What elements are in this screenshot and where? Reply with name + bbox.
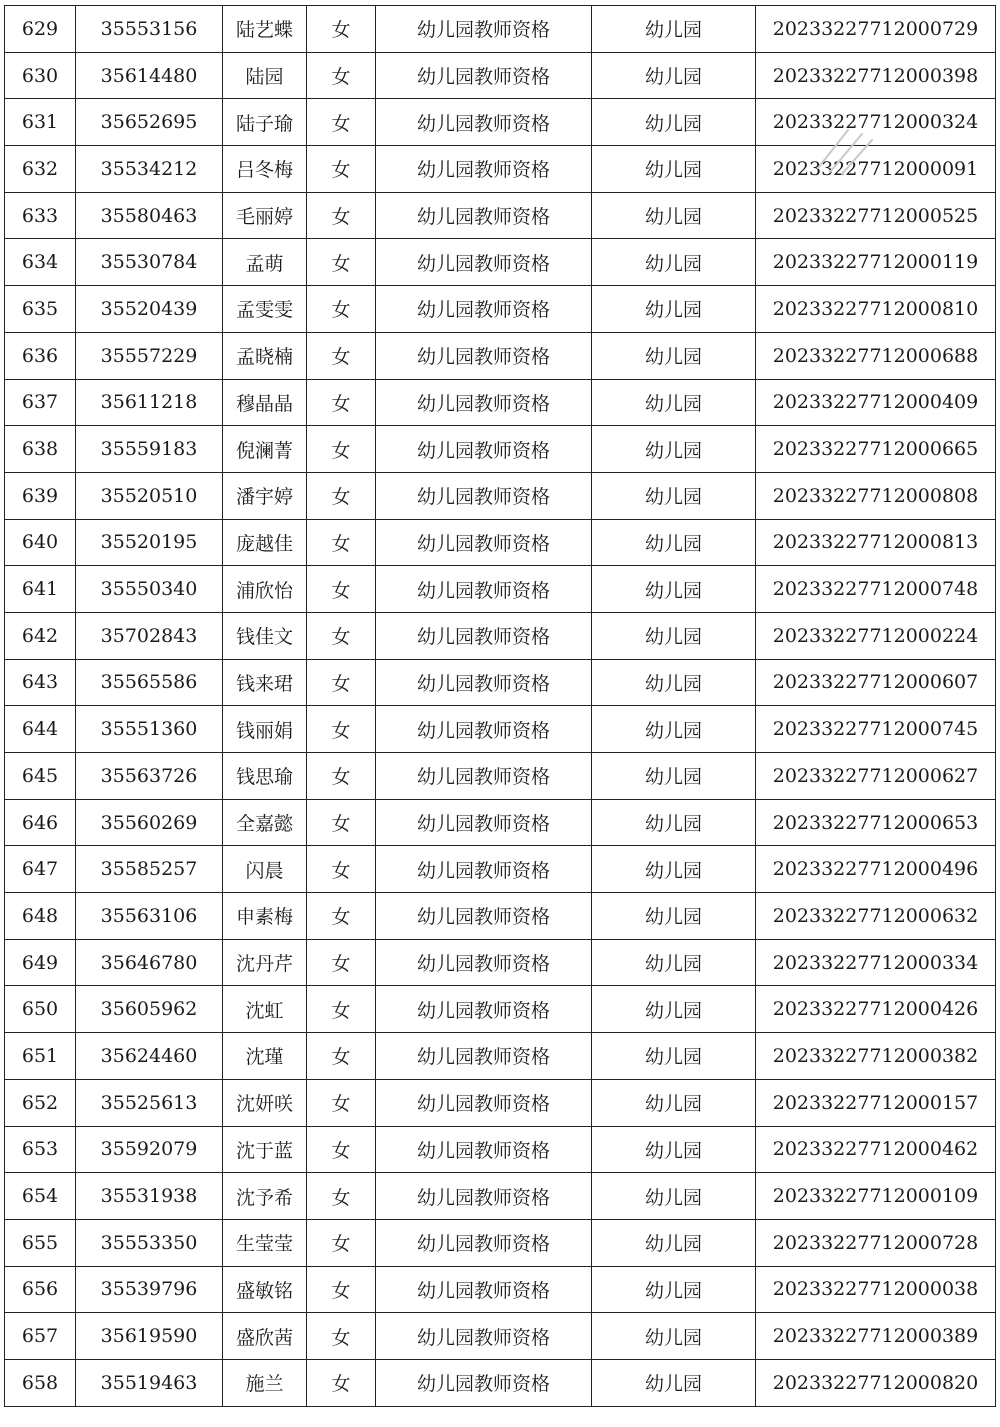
qualification-cell: 幼儿园教师资格 <box>376 52 592 99</box>
name-cell: 盛欣茜 <box>223 1313 307 1360</box>
seq-cell: 641 <box>5 566 76 613</box>
qualification-cell: 幼儿园教师资格 <box>376 706 592 753</box>
table-row <box>5 426 996 473</box>
exam-number-cell: 35519463 <box>76 1359 223 1406</box>
name-cell: 沈妍咲 <box>223 1079 307 1126</box>
exam-number-cell: 35611218 <box>76 379 223 426</box>
qualification-cell: 幼儿园教师资格 <box>376 986 592 1033</box>
qualification-cell: 幼儿园教师资格 <box>376 1173 592 1220</box>
table-row <box>5 1266 996 1313</box>
exam-number-cell: 35592079 <box>76 1126 223 1173</box>
table-row <box>5 192 996 239</box>
seq-cell: 632 <box>5 146 76 193</box>
qualification-cell: 幼儿园教师资格 <box>376 6 592 53</box>
seq-cell: 633 <box>5 192 76 239</box>
table-row <box>5 379 996 426</box>
seq-cell: 655 <box>5 1219 76 1266</box>
name-cell: 潘宇婷 <box>223 472 307 519</box>
gender-cell: 女 <box>307 753 376 800</box>
table-row <box>5 99 996 146</box>
table-row <box>5 1359 996 1406</box>
name-cell: 沈丹芹 <box>223 939 307 986</box>
certificate-number-cell: 20233227712000808 <box>756 472 996 519</box>
subject-cell: 幼儿园 <box>592 146 756 193</box>
gender-cell: 女 <box>307 6 376 53</box>
subject-cell: 幼儿园 <box>592 1313 756 1360</box>
certificate-number-cell: 20233227712000398 <box>756 52 996 99</box>
table-row <box>5 1033 996 1080</box>
qualification-cell: 幼儿园教师资格 <box>376 753 592 800</box>
subject-cell: 幼儿园 <box>592 286 756 333</box>
certificate-number-cell: 20233227712000813 <box>756 519 996 566</box>
certificate-number-cell: 20233227712000409 <box>756 379 996 426</box>
exam-number-cell: 35531938 <box>76 1173 223 1220</box>
qualification-cell: 幼儿园教师资格 <box>376 286 592 333</box>
table-row <box>5 146 996 193</box>
gender-cell: 女 <box>307 566 376 613</box>
table-row <box>5 986 996 1033</box>
gender-cell: 女 <box>307 1219 376 1266</box>
name-cell: 闪晨 <box>223 846 307 893</box>
name-cell: 陆园 <box>223 52 307 99</box>
exam-number-cell: 35551360 <box>76 706 223 753</box>
subject-cell: 幼儿园 <box>592 1126 756 1173</box>
name-cell: 沈于蓝 <box>223 1126 307 1173</box>
table-row <box>5 939 996 986</box>
exam-number-cell: 35646780 <box>76 939 223 986</box>
seq-cell: 642 <box>5 612 76 659</box>
gender-cell: 女 <box>307 893 376 940</box>
subject-cell: 幼儿园 <box>592 612 756 659</box>
name-cell: 穆晶晶 <box>223 379 307 426</box>
name-cell: 陆艺蝶 <box>223 6 307 53</box>
qualification-cell: 幼儿园教师资格 <box>376 1313 592 1360</box>
name-cell: 沈虹 <box>223 986 307 1033</box>
name-cell: 毛丽婷 <box>223 192 307 239</box>
gender-cell: 女 <box>307 192 376 239</box>
table-row <box>5 659 996 706</box>
certificate-number-cell: 20233227712000632 <box>756 893 996 940</box>
certificate-number-cell: 20233227712000496 <box>756 846 996 893</box>
qualification-cell: 幼儿园教师资格 <box>376 612 592 659</box>
name-cell: 孟雯雯 <box>223 286 307 333</box>
certificate-number-cell: 20233227712000745 <box>756 706 996 753</box>
subject-cell: 幼儿园 <box>592 1219 756 1266</box>
table-row <box>5 566 996 613</box>
subject-cell: 幼儿园 <box>592 519 756 566</box>
seq-cell: 639 <box>5 472 76 519</box>
qualification-cell: 幼儿园教师资格 <box>376 846 592 893</box>
exam-number-cell: 35520439 <box>76 286 223 333</box>
subject-cell: 幼儿园 <box>592 6 756 53</box>
exam-number-cell: 35565586 <box>76 659 223 706</box>
qualification-cell: 幼儿园教师资格 <box>376 1219 592 1266</box>
roster-table <box>4 5 996 1407</box>
gender-cell: 女 <box>307 472 376 519</box>
name-cell: 钱来珺 <box>223 659 307 706</box>
qualification-cell: 幼儿园教师资格 <box>376 332 592 379</box>
subject-cell: 幼儿园 <box>592 939 756 986</box>
exam-number-cell: 35624460 <box>76 1033 223 1080</box>
seq-cell: 648 <box>5 893 76 940</box>
name-cell: 生莹莹 <box>223 1219 307 1266</box>
certificate-number-cell: 20233227712000688 <box>756 332 996 379</box>
name-cell: 申素梅 <box>223 893 307 940</box>
exam-number-cell: 35702843 <box>76 612 223 659</box>
name-cell: 沈予希 <box>223 1173 307 1220</box>
qualification-cell: 幼儿园教师资格 <box>376 893 592 940</box>
gender-cell: 女 <box>307 239 376 286</box>
certificate-number-cell: 20233227712000382 <box>756 1033 996 1080</box>
qualification-cell: 幼儿园教师资格 <box>376 379 592 426</box>
table-row <box>5 1126 996 1173</box>
certificate-number-cell: 20233227712000627 <box>756 753 996 800</box>
seq-cell: 634 <box>5 239 76 286</box>
exam-number-cell: 35557229 <box>76 332 223 379</box>
gender-cell: 女 <box>307 146 376 193</box>
seq-cell: 650 <box>5 986 76 1033</box>
seq-cell: 644 <box>5 706 76 753</box>
table-row <box>5 1219 996 1266</box>
exam-number-cell: 35614480 <box>76 52 223 99</box>
certificate-number-cell: 20233227712000525 <box>756 192 996 239</box>
seq-cell: 654 <box>5 1173 76 1220</box>
name-cell: 孟萌 <box>223 239 307 286</box>
certificate-number-cell: 20233227712000109 <box>756 1173 996 1220</box>
certificate-number-cell: 20233227712000038 <box>756 1266 996 1313</box>
subject-cell: 幼儿园 <box>592 99 756 146</box>
table-row <box>5 612 996 659</box>
qualification-cell: 幼儿园教师资格 <box>376 1266 592 1313</box>
seq-cell: 636 <box>5 332 76 379</box>
name-cell: 施兰 <box>223 1359 307 1406</box>
qualification-cell: 幼儿园教师资格 <box>376 519 592 566</box>
subject-cell: 幼儿园 <box>592 332 756 379</box>
gender-cell: 女 <box>307 706 376 753</box>
certificate-number-cell: 20233227712000426 <box>756 986 996 1033</box>
exam-number-cell: 35520510 <box>76 472 223 519</box>
subject-cell: 幼儿园 <box>592 52 756 99</box>
subject-cell: 幼儿园 <box>592 1266 756 1313</box>
name-cell: 陆子瑜 <box>223 99 307 146</box>
certificate-number-cell: 20233227712000334 <box>756 939 996 986</box>
gender-cell: 女 <box>307 1126 376 1173</box>
certificate-number-cell: 20233227712000157 <box>756 1079 996 1126</box>
gender-cell: 女 <box>307 99 376 146</box>
gender-cell: 女 <box>307 1079 376 1126</box>
exam-number-cell: 35585257 <box>76 846 223 893</box>
certificate-number-cell: 20233227712000091 <box>756 146 996 193</box>
exam-number-cell: 35530784 <box>76 239 223 286</box>
table-row <box>5 472 996 519</box>
exam-number-cell: 35539796 <box>76 1266 223 1313</box>
subject-cell: 幼儿园 <box>592 426 756 473</box>
subject-cell: 幼儿园 <box>592 753 756 800</box>
qualification-cell: 幼儿园教师资格 <box>376 239 592 286</box>
certificate-number-cell: 20233227712000810 <box>756 286 996 333</box>
subject-cell: 幼儿园 <box>592 1079 756 1126</box>
qualification-cell: 幼儿园教师资格 <box>376 1033 592 1080</box>
qualification-cell: 幼儿园教师资格 <box>376 426 592 473</box>
certificate-number-cell: 20233227712000462 <box>756 1126 996 1173</box>
name-cell: 吕冬梅 <box>223 146 307 193</box>
qualification-cell: 幼儿园教师资格 <box>376 99 592 146</box>
certificate-number-cell: 20233227712000607 <box>756 659 996 706</box>
gender-cell: 女 <box>307 519 376 566</box>
seq-cell: 635 <box>5 286 76 333</box>
table-row <box>5 846 996 893</box>
table-row <box>5 1079 996 1126</box>
name-cell: 钱丽娟 <box>223 706 307 753</box>
seq-cell: 647 <box>5 846 76 893</box>
subject-cell: 幼儿园 <box>592 846 756 893</box>
name-cell: 浦欣怡 <box>223 566 307 613</box>
qualification-cell: 幼儿园教师资格 <box>376 659 592 706</box>
certificate-number-cell: 20233227712000820 <box>756 1359 996 1406</box>
seq-cell: 653 <box>5 1126 76 1173</box>
exam-number-cell: 35553156 <box>76 6 223 53</box>
table-row <box>5 1173 996 1220</box>
seq-cell: 646 <box>5 799 76 846</box>
exam-number-cell: 35520195 <box>76 519 223 566</box>
seq-cell: 656 <box>5 1266 76 1313</box>
name-cell: 全嘉懿 <box>223 799 307 846</box>
exam-number-cell: 35553350 <box>76 1219 223 1266</box>
certificate-number-cell: 20233227712000728 <box>756 1219 996 1266</box>
qualification-cell: 幼儿园教师资格 <box>376 472 592 519</box>
seq-cell: 658 <box>5 1359 76 1406</box>
subject-cell: 幼儿园 <box>592 239 756 286</box>
gender-cell: 女 <box>307 1266 376 1313</box>
table-row <box>5 6 996 53</box>
gender-cell: 女 <box>307 1033 376 1080</box>
gender-cell: 女 <box>307 939 376 986</box>
seq-cell: 630 <box>5 52 76 99</box>
gender-cell: 女 <box>307 1359 376 1406</box>
seq-cell: 631 <box>5 99 76 146</box>
table-row <box>5 1313 996 1360</box>
table-row <box>5 893 996 940</box>
table-row <box>5 286 996 333</box>
subject-cell: 幼儿园 <box>592 472 756 519</box>
subject-cell: 幼儿园 <box>592 706 756 753</box>
seq-cell: 640 <box>5 519 76 566</box>
certificate-number-cell: 20233227712000224 <box>756 612 996 659</box>
exam-number-cell: 35580463 <box>76 192 223 239</box>
table-row <box>5 239 996 286</box>
seq-cell: 652 <box>5 1079 76 1126</box>
qualification-cell: 幼儿园教师资格 <box>376 192 592 239</box>
subject-cell: 幼儿园 <box>592 566 756 613</box>
subject-cell: 幼儿园 <box>592 799 756 846</box>
gender-cell: 女 <box>307 1173 376 1220</box>
subject-cell: 幼儿园 <box>592 893 756 940</box>
gender-cell: 女 <box>307 286 376 333</box>
name-cell: 倪澜菁 <box>223 426 307 473</box>
qualification-cell: 幼儿园教师资格 <box>376 799 592 846</box>
qualification-cell: 幼儿园教师资格 <box>376 566 592 613</box>
certificate-number-cell: 20233227712000748 <box>756 566 996 613</box>
table-row <box>5 753 996 800</box>
name-cell: 沈瑾 <box>223 1033 307 1080</box>
gender-cell: 女 <box>307 799 376 846</box>
table-row <box>5 519 996 566</box>
gender-cell: 女 <box>307 426 376 473</box>
seq-cell: 645 <box>5 753 76 800</box>
table-row <box>5 799 996 846</box>
seq-cell: 629 <box>5 6 76 53</box>
gender-cell: 女 <box>307 332 376 379</box>
gender-cell: 女 <box>307 986 376 1033</box>
exam-number-cell: 35550340 <box>76 566 223 613</box>
exam-number-cell: 35525613 <box>76 1079 223 1126</box>
exam-number-cell: 35560269 <box>76 799 223 846</box>
qualification-cell: 幼儿园教师资格 <box>376 146 592 193</box>
certificate-number-cell: 20233227712000389 <box>756 1313 996 1360</box>
table-row <box>5 706 996 753</box>
seq-cell: 649 <box>5 939 76 986</box>
exam-number-cell: 35652695 <box>76 99 223 146</box>
gender-cell: 女 <box>307 379 376 426</box>
qualification-cell: 幼儿园教师资格 <box>376 1126 592 1173</box>
name-cell: 钱思瑜 <box>223 753 307 800</box>
qualification-cell: 幼儿园教师资格 <box>376 1359 592 1406</box>
exam-number-cell: 35559183 <box>76 426 223 473</box>
subject-cell: 幼儿园 <box>592 192 756 239</box>
gender-cell: 女 <box>307 612 376 659</box>
subject-cell: 幼儿园 <box>592 379 756 426</box>
certificate-number-cell: 20233227712000729 <box>756 6 996 53</box>
exam-number-cell: 35563726 <box>76 753 223 800</box>
exam-number-cell: 35563106 <box>76 893 223 940</box>
name-cell: 孟晓楠 <box>223 332 307 379</box>
qualification-cell: 幼儿园教师资格 <box>376 939 592 986</box>
table-row <box>5 52 996 99</box>
gender-cell: 女 <box>307 52 376 99</box>
exam-number-cell: 35605962 <box>76 986 223 1033</box>
subject-cell: 幼儿园 <box>592 1359 756 1406</box>
seq-cell: 643 <box>5 659 76 706</box>
seq-cell: 637 <box>5 379 76 426</box>
table-row <box>5 332 996 379</box>
name-cell: 庞越佳 <box>223 519 307 566</box>
seq-cell: 638 <box>5 426 76 473</box>
gender-cell: 女 <box>307 659 376 706</box>
gender-cell: 女 <box>307 846 376 893</box>
certificate-number-cell: 20233227712000324 <box>756 99 996 146</box>
subject-cell: 幼儿园 <box>592 659 756 706</box>
seq-cell: 651 <box>5 1033 76 1080</box>
exam-number-cell: 35534212 <box>76 146 223 193</box>
name-cell: 盛敏铭 <box>223 1266 307 1313</box>
certificate-number-cell: 20233227712000653 <box>756 799 996 846</box>
name-cell: 钱佳文 <box>223 612 307 659</box>
subject-cell: 幼儿园 <box>592 1173 756 1220</box>
gender-cell: 女 <box>307 1313 376 1360</box>
subject-cell: 幼儿园 <box>592 1033 756 1080</box>
exam-number-cell: 35619590 <box>76 1313 223 1360</box>
certificate-number-cell: 20233227712000665 <box>756 426 996 473</box>
seq-cell: 657 <box>5 1313 76 1360</box>
roster-body <box>5 6 996 1407</box>
subject-cell: 幼儿园 <box>592 986 756 1033</box>
certificate-number-cell: 20233227712000119 <box>756 239 996 286</box>
qualification-cell: 幼儿园教师资格 <box>376 1079 592 1126</box>
